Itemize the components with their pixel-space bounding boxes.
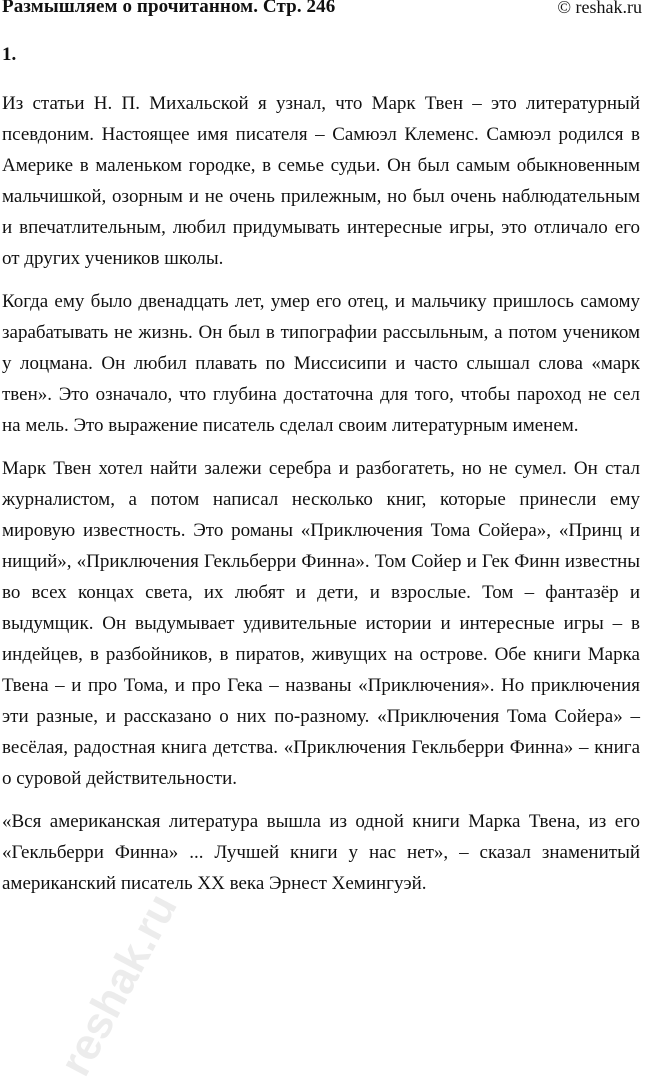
paragraph-3: Марк Твен хотел найти залежи серебра и разбогатеть, но не сумел. Он стал журналистом, а потом написал несколько книг, которые принесли ему мировую известность. Это романы «Приключения Тома Сойера», «Принц и нищий», «Приключения Гекльберри Финна». Том Сойер и Гек Финн известны во всех концах света, их любят и дети, и взрослые. Том – фантазёр и выдумщик. Он выдумывает удивительные истории и интересные игры – в индейцев, в разбойников, в пиратов, живущих на острове. Обе книги Марка Твена – и про Тома, и про Гека – названы «Приключения». Но приключения эти разные, и рассказано о них по-разному. «Приключения Тома Сойера» – весёлая, радостная книга детства. «Приключения Гекльберри Финна» – книга о суровой действительности. <box>2 458 640 789</box>
answer-text <box>2 88 640 911</box>
page-header <box>0 0 646 20</box>
paragraph-1: Из статьи Н. П. Михальской я узнал, что Марк Твен – это литературный псевдоним. Настоящее имя писателя – Самюэл Клеменс. Самюэл родился в Америке в маленьком городке, в семье судьи. Он был самым обыкновенным мальчишкой, озорным и не очень прилежным, но был очень наблюдательным и впечатлительным, любил придумывать интересные игры, это отличало его от других учеников школы. <box>2 93 640 269</box>
paragraph-2: Когда ему было двенадцать лет, умер его отец, и мальчику пришлось самому зарабатывать не жизнь. Он был в типографии рассыльным, а потом учеником у лоцмана. Он любил плавать по Миссисипи и часто слышал слова «марк твен». Это означало, что глубина достаточна для того, чтобы пароход не сел на мель. Это выражение писатель сделал своим литературным именем. <box>2 291 640 436</box>
question-number: 1. <box>2 44 17 65</box>
paragraph-4: «Вся американская литература вышла из одной книги Марка Твена, из его «Гекльберри Финна» ... Лучшей книги у нас нет», – сказал знаменитый американский писатель XX века Эрнест Хемингуэй. <box>2 811 640 894</box>
page-title: Размышляем о прочитанном. Стр. 246 <box>2 0 336 17</box>
watermark-logo: reshak.ru <box>50 885 187 1084</box>
site-credit[interactable]: © reshak.ru <box>557 0 642 17</box>
